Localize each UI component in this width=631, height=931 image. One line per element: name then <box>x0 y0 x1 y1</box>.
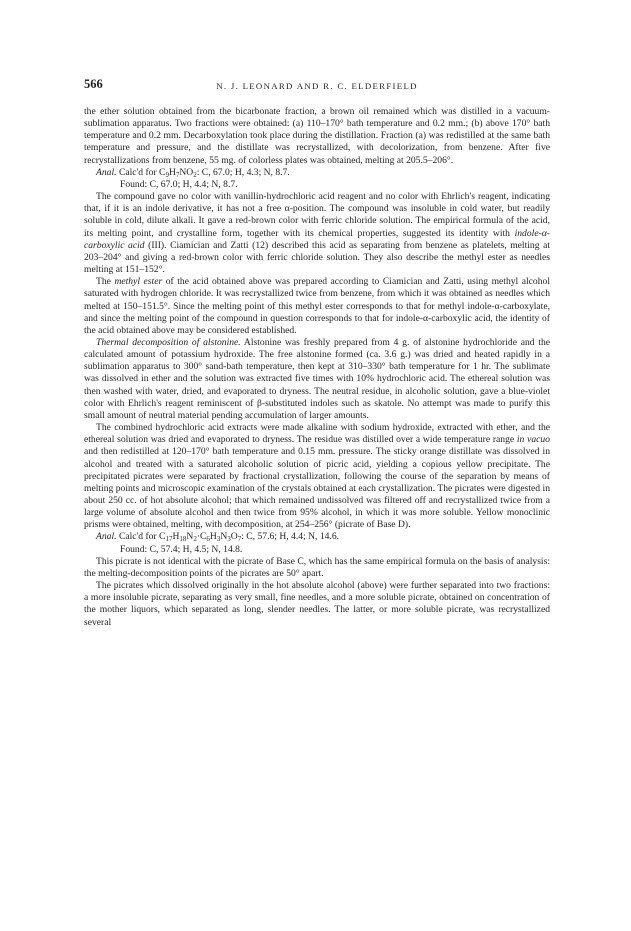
anal-label: Anal. <box>96 166 117 178</box>
running-head: N. J. LEONARD AND R. C. ELDERFIELD <box>216 81 418 91</box>
paragraph-hydrochloric-extracts: The combined hydrochloric acid extracts were made alkaline with sodium hydroxide, extracted with ether, and the ethereal solution was dried and evaporated to dryness. The residue was distilled over a wide temperature range in vacuo and then redistilled at 120–170° bath temperature and 0.15 mm. pressure. The sticky orange distillate was dissolved in alcohol and treated with a saturated alcoholic solution of picric acid, yielding a copious yellow precipitate. The precipitated picrates were separated by fractional crystallization, following the course of the separation by means of melting points and microscopic examination of the crystals obtained at each crystallization. The picrates were digested in about 250 cc. of hot absolute alcohol; that which remained undissolved was filtered off and recrystallized twice from a large volume of absolute alcohol and then twice from 95% alcohol, in which it was more soluble. Yellow monoclinic prisms were obtained, melting, with decomposition, at 254–256° (picrate of Base D). <box>84 422 550 531</box>
page-header <box>84 78 550 94</box>
paragraph-methyl-ester: The methyl ester of the acid obtained above was prepared according to Ciamician and Zatti, using methyl alcohol saturated with hydrogen chloride. It was recrystallized twice from benzene, from which it was obtained as needles which melted at 150–151.5°. Since the melting point of this methyl ester corresponds to that for methyl indole-α-carboxylate, and since the melting point of the compound in question corresponds to that for indole-α-carboxylic acid, the identity of the acid obtained above may be considered established. <box>84 276 550 336</box>
analysis-calculated-2: Anal. Calc'd for $C_{17}H_{18}N_2\cdot C_6H_3N_3O_7$: C, 57.6; H, 4.4; N, 14.6. <box>96 531 340 544</box>
analysis-calculated-1: Anal. Calc'd for $C_9H_7NO_2$: C, 67.0; H, 4.3; N, 8.7. <box>96 166 290 179</box>
paragraph-picrate-comparison: This picrate is not identical with the picrate of Base C, which has the same empirical formula on the basis of analysis: the melting-decomposition points of the picrates are 50° apart. <box>84 555 550 579</box>
section-heading: Thermal decomposition of alstonine. <box>96 336 241 348</box>
analysis-found-1: Found: C, 67.0; H, 4.4; N, 8.7. <box>120 178 238 190</box>
journal-page <box>84 78 550 629</box>
paragraph-color-reactions: The compound gave no color with vanillin-hydrochloric acid reagent and no color with Ehrlich's reagent, indicating that, if it is an indole derivative, it has not a free α-position. The compound was insoluble in cold water, but readily soluble in cold, dilute alkali. It gave a red-brown color with ferric chloride solution. The empirical formula of the acid, its melting point, and crystalline form, together with its chemical properties, suggested its identity with indole-α-carboxylic acid (III). Ciamician and Zatti (12) described this acid as separating from benzene as platelets, melting at 203–204° and giving a red-brown color with ferric chloride solution. They also describe the methyl ester as needles melting at 151–152°. <box>84 191 551 276</box>
page-number: 566 <box>84 77 103 91</box>
anal-label: Anal. <box>96 531 117 543</box>
paragraph-thermal-decomposition: Thermal decomposition of alstonine. Alstonine was freshly prepared from 4 g. of alstonine hydrochloride and the calculated amount of potassium hydroxide. The free alstonine formed (ca. 3.6 g.) was dried and heated rapidly in a sublimation apparatus to 300° sand-bath temperature, then kept at 310–330° bath temperature for 1 hr. The sublimate was dissolved in ether and the solution was extracted five times with 10% hydrochloric acid. The ethereal solution was then washed with water, dried, and evaporated to dryness. The neutral residue, in alcoholic solution, gave a blue-violet color with Ehrlich's reagent reminiscent of β-substituted indoles such as skatole. No attempt was made to purify this small amount of neutral material pending accumulation of larger amounts. <box>84 336 550 421</box>
analysis-found-2: Found: C, 57.4; H, 4.5; N, 14.8. <box>120 543 243 555</box>
paragraph-ether-solution: the ether solution obtained from the bicarbonate fraction, a brown oil remained which was distilled in a vacuum-sublimation apparatus. Two fractions were obtained: (a) 110–170° bath temperature and 0.2 mm.; (b) above 170° bath temperature and 0.2 mm. Decarboxylation took place during the distillation. Fraction (a) was redistilled at the same bath temperature and pressure, and the distillate was recrystallized, with decolorization, from benzene. After five recrystallizations from benzene, 55 mg. of colorless plates was obtained, melting at 205.5–206°. <box>84 106 550 166</box>
paragraph-picrate-fractions: The picrates which dissolved originally in the hot absolute alcohol (above) were further separated into two fractions: a more insoluble picrate, separating as very small, fine needles, and a more soluble picrate, obtained on concentration of the mother liquors, which separated as long, slender needles. The latter, or more soluble picrate, was recrystallized several <box>84 580 550 628</box>
